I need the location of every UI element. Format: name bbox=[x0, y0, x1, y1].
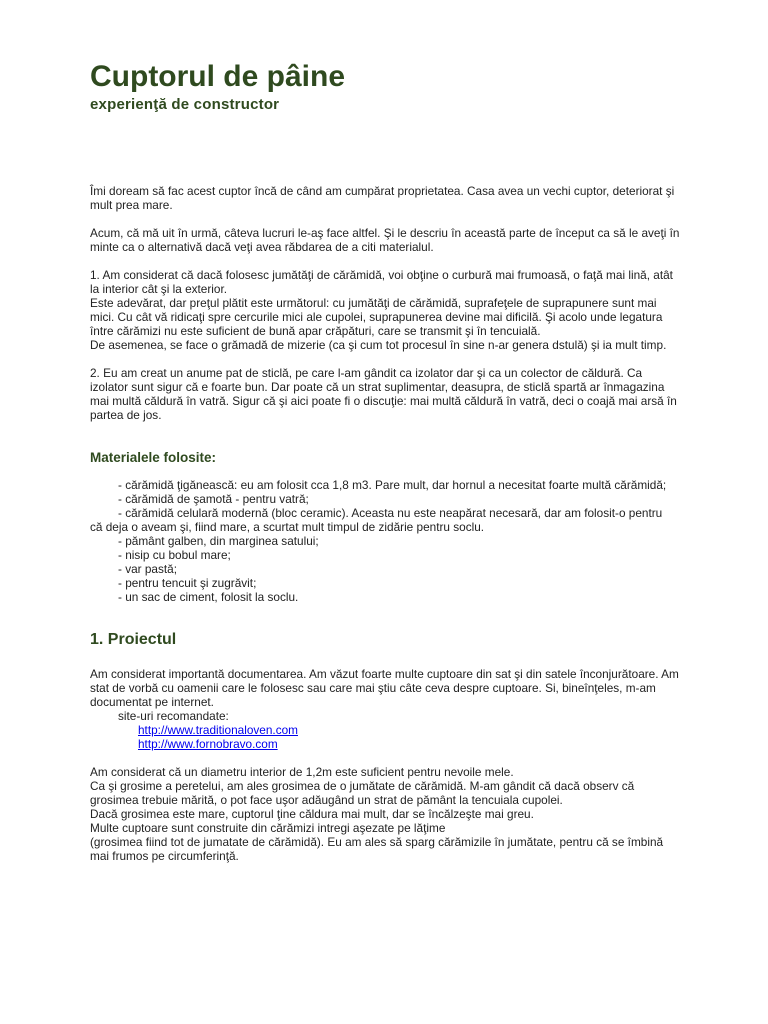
section-heading-proiectul: 1. Proiectul bbox=[90, 631, 177, 648]
list-item: - cărămidă ţigănească: eu am folosit cca 1,8 m3. Pare mult, dar hornul a necesitat foarte multă cărămidă; bbox=[118, 478, 667, 492]
list-item: - pentru tencuit şi zugrăvit; bbox=[118, 576, 257, 590]
point1-paragraph-2: Este adevărat, dar preţul plătit este următorul: cu jumătăţi de cărămidă, suprafeţele de suprapunere sunt mai mici. Cu cât vă ridicaţi spre cercurile mici ale cupolei, suprapunerea devine mai dificilă. Şi acolo unde legatura între cărămizi nu este suficient de bună apar crăpături, care se transmit şi în tencuială. bbox=[90, 296, 663, 338]
link-traditionaloven[interactable]: http://www.traditionaloven.com bbox=[138, 723, 298, 737]
section1-paragraph-4: Dacă grosimea este mare, cuptorul ţine căldura mai mult, dar se încălzeşte mai greu. bbox=[90, 807, 534, 821]
point2-paragraph: 2. Eu am creat un anume pat de sticlă, pe care l-am gândit ca izolator dar şi ca un colector de căldură. Ca izolator sunt sigur că e foarte bun. Dar poate că un strat suplimentar, deasupra, de sticlă spartă ar înmagazina mai multă căldură în vatră. Sigur că şi aici poate fi o discuţie: mai multă căldură în vatră, deci o coajă mai arsă în partea de jos. bbox=[90, 366, 677, 422]
sites-label: site-uri recomandate: bbox=[118, 709, 229, 723]
section1-paragraph-3: Ca şi grosime a peretelui, am ales grosimea de o jumătate de cărămidă. M-am gândit că dacă observ că grosimea trebuie mărită, o pot face uşor adăugând un strat de pământ la tencuiala cupolei. bbox=[90, 779, 635, 807]
intro-paragraph-2: Acum, că mă uit în urmă, câteva lucruri le-aş face altfel. Şi le descriu în această parte de început ca să le aveţi în minte ca o alternativă dacă veţi avea răbdarea de a citi materialul. bbox=[90, 226, 680, 254]
list-item: - var pastă; bbox=[118, 562, 178, 576]
materials-list bbox=[90, 478, 680, 604]
list-item: - nisip cu bobul mare; bbox=[118, 548, 231, 562]
list-item: - pământ galben, din marginea satului; bbox=[118, 534, 319, 548]
point1-paragraph-1: 1. Am considerat că dacă folosesc jumătăţi de cărămidă, voi obţine o curbură mai frumoasă, o faţă mai lină, atât la interior cât şi la exterior. bbox=[90, 268, 673, 296]
document-page bbox=[90, 60, 680, 863]
page-title: Cuptorul de pâine bbox=[90, 60, 345, 93]
section1-paragraph-2: Am considerat că un diametru interior de 1,2m este suficient pentru nevoile mele. bbox=[90, 765, 514, 779]
page-subtitle: experienţă de constructor bbox=[90, 96, 280, 113]
link-fornobravo[interactable]: http://www.fornobravo.com bbox=[138, 737, 278, 751]
list-item-continuation: că deja o aveam şi, fiind mare, a scurtat mult timpul de zidărie pentru soclu. bbox=[90, 520, 485, 534]
point1-paragraph-3: De asemenea, se face o grămadă de mizerie (ca şi cum tot procesul în sine n-ar genera dstulă) şi ia mult timp. bbox=[90, 338, 667, 352]
intro-paragraph-1: Îmi doream să fac acest cuptor încă de când am cumpărat proprietatea. Casa avea un vechi cuptor, deteriorat şi mult prea mare. bbox=[90, 184, 675, 212]
section1-paragraph-6: (grosimea fiind tot de jumatate de cărămidă). Eu am ales să sparg cărămizile în jumătate, pentru că se îmbină mai frumos pe circumferinţă. bbox=[90, 835, 664, 863]
list-item: - un sac de ciment, folosit la soclu. bbox=[118, 590, 299, 604]
materials-heading: Materialele folosite: bbox=[90, 450, 217, 465]
section1-paragraph-5: Multe cuptoare sunt construite din cărămizi intregi aşezate pe lăţime bbox=[90, 821, 446, 835]
section1-paragraph-1: Am considerat importantă documentarea. Am văzut foarte multe cuptoare din sat şi din satele înconjurătoare. Am stat de vorbă cu oamenii care le folosesc sau care mai ştiu câte ceva despre cuptoare. Si, bineînţeles, m-am documentat pe internet. bbox=[90, 667, 679, 709]
list-item: - cărămidă celulară modernă (bloc ceramic). Aceasta nu este neapărat necesară, dar am folosit-o pentru bbox=[118, 506, 663, 520]
list-item: - cărămidă de şamotă - pentru vatră; bbox=[118, 492, 309, 506]
